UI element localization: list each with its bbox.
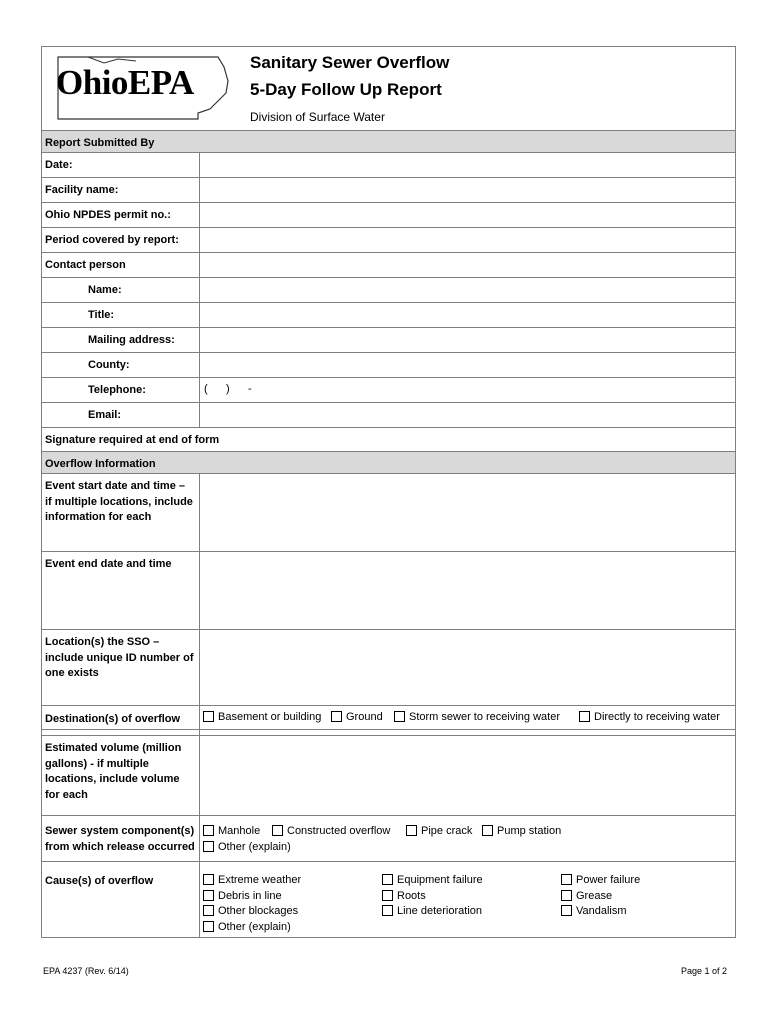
checkbox-icon[interactable] — [203, 825, 214, 836]
event-start-label: Event start date and time – if multiple locations, include information for each — [45, 480, 193, 523]
cause-option-power-failure[interactable]: Power failure — [561, 874, 640, 886]
checkbox-icon[interactable] — [203, 890, 214, 901]
section-title: Overflow Information — [45, 458, 156, 470]
checkbox-icon[interactable] — [203, 905, 214, 916]
cause-option-other-explain[interactable]: Other (explain) — [203, 921, 291, 933]
destination-option-directly[interactable]: Directly to receiving water — [579, 711, 720, 723]
telephone-label: Telephone: — [88, 384, 146, 396]
checkbox-icon[interactable] — [331, 711, 342, 722]
checkbox-icon[interactable] — [382, 905, 393, 916]
title-label: Title: — [88, 309, 115, 321]
cause-option-vandalism[interactable]: Vandalism — [561, 905, 627, 917]
cause-option-line-deterioration[interactable]: Line deterioration — [382, 905, 482, 917]
section-overflow-information — [42, 451, 735, 473]
facility-row — [42, 177, 735, 202]
cause-option-roots[interactable]: Roots — [382, 890, 426, 902]
mailing-row — [42, 327, 735, 352]
division-label: Division of Surface Water — [250, 110, 385, 124]
event-end-row — [42, 551, 735, 629]
checkbox-icon[interactable] — [482, 825, 493, 836]
checkbox-icon[interactable] — [561, 874, 572, 885]
email-label: Email: — [88, 409, 122, 421]
component-option-pipe-crack[interactable]: Pipe crack — [406, 825, 472, 837]
checkbox-icon[interactable] — [579, 711, 590, 722]
ohio-epa-logo — [48, 53, 238, 125]
email-field[interactable] — [200, 405, 733, 425]
form-title: Sanitary Sewer Overflow — [250, 53, 450, 72]
cause-row — [42, 861, 735, 937]
period-row — [42, 227, 735, 252]
checkbox-icon[interactable] — [394, 711, 405, 722]
checkbox-icon[interactable] — [561, 890, 572, 901]
location-row — [42, 629, 735, 705]
form-page — [41, 46, 736, 938]
permit-row — [42, 202, 735, 227]
checkbox-icon[interactable] — [203, 921, 214, 932]
facility-field[interactable] — [200, 180, 733, 200]
email-row — [42, 402, 735, 427]
volume-row — [42, 735, 735, 815]
checkbox-icon[interactable] — [406, 825, 417, 836]
county-row — [42, 352, 735, 377]
checkbox-icon[interactable] — [382, 874, 393, 885]
checkbox-icon[interactable] — [203, 874, 214, 885]
cause-option-debris[interactable]: Debris in line — [203, 890, 282, 902]
county-label: County: — [88, 359, 130, 371]
date-row — [42, 152, 735, 177]
name-field[interactable] — [200, 280, 733, 300]
name-row — [42, 277, 735, 302]
title-row — [42, 302, 735, 327]
permit-label: Ohio NPDES permit no.: — [45, 209, 171, 221]
permit-field[interactable] — [200, 205, 733, 225]
event-end-label: Event end date and time — [45, 558, 172, 570]
volume-label: Estimated volume (million gallons) - if multiple locations, include volume for each — [45, 742, 182, 801]
period-label: Period covered by report: — [45, 234, 179, 246]
period-field[interactable] — [200, 230, 733, 250]
event-start-row — [42, 473, 735, 551]
component-label: Sewer system component(s) from which release occurred — [45, 825, 195, 853]
section-title: Report Submitted By — [45, 137, 155, 149]
title-field[interactable] — [200, 305, 733, 325]
cause-option-extreme-weather[interactable]: Extreme weather — [203, 874, 301, 886]
telephone-row — [42, 377, 735, 402]
component-option-constructed-overflow[interactable]: Constructed overflow — [272, 825, 390, 837]
mailing-field[interactable] — [200, 330, 733, 350]
location-label: Location(s) the SSO – include unique ID number of one exists — [45, 636, 194, 679]
checkbox-icon[interactable] — [203, 711, 214, 722]
mailing-label: Mailing address: — [88, 334, 175, 346]
checkbox-icon[interactable] — [203, 841, 214, 852]
signature-note: Signature required at end of form — [45, 434, 220, 446]
section-report-submitted-by — [42, 130, 735, 152]
destination-option-basement[interactable]: Basement or building — [203, 711, 321, 723]
form-header — [42, 47, 735, 130]
cause-option-equipment-failure[interactable]: Equipment failure — [382, 874, 483, 886]
cause-option-other-blockages[interactable]: Other blockages — [203, 905, 298, 917]
destination-option-ground[interactable]: Ground — [331, 711, 383, 723]
event-start-field[interactable] — [200, 476, 733, 549]
date-field[interactable] — [200, 155, 733, 175]
cause-label: Cause(s) of overflow — [45, 875, 154, 887]
form-id: EPA 4237 (Rev. 6/14) — [43, 966, 129, 976]
county-field[interactable] — [200, 355, 733, 375]
component-option-pump-station[interactable]: Pump station — [482, 825, 561, 837]
destination-label: Destination(s) of overflow — [45, 713, 181, 725]
name-label: Name: — [88, 284, 122, 296]
page-number: Page 1 of 2 — [680, 966, 727, 976]
facility-label: Facility name: — [45, 184, 119, 196]
signature-note-row — [42, 427, 735, 451]
checkbox-icon[interactable] — [561, 905, 572, 916]
location-field[interactable] — [200, 632, 733, 703]
checkbox-icon[interactable] — [272, 825, 283, 836]
contact-row — [42, 252, 735, 277]
component-option-other[interactable]: Other (explain) — [203, 841, 291, 853]
checkbox-icon[interactable] — [382, 890, 393, 901]
destination-option-storm-sewer[interactable]: Storm sewer to receiving water — [394, 711, 560, 723]
component-option-manhole[interactable]: Manhole — [203, 825, 260, 837]
event-end-field[interactable] — [200, 554, 733, 627]
telephone-field[interactable]: ( ) - — [204, 383, 252, 395]
destination-row — [42, 705, 735, 729]
form-subtitle: 5-Day Follow Up Report — [250, 80, 442, 99]
contact-label: Contact person — [45, 259, 126, 271]
volume-field[interactable] — [200, 738, 733, 813]
logo-text: OhioEPA — [56, 63, 194, 102]
cause-option-grease[interactable]: Grease — [561, 890, 612, 902]
component-row — [42, 815, 735, 861]
date-label: Date: — [45, 159, 73, 171]
